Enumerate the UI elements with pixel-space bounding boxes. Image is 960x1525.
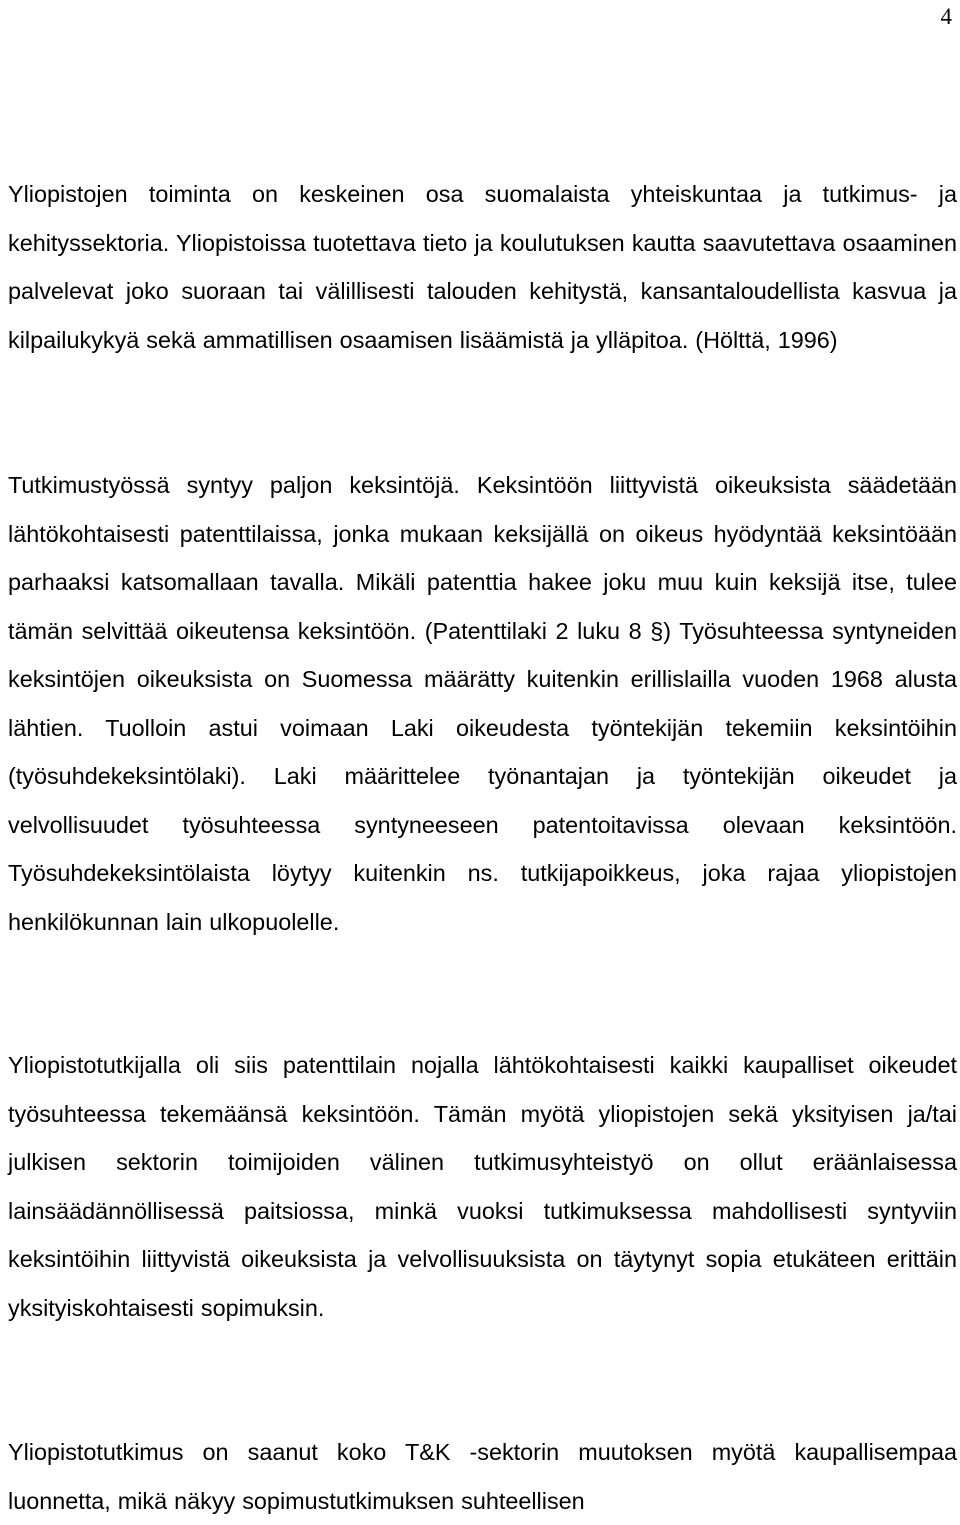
paragraph-inventions-law: Tutkimustyössä syntyy paljon keksintöjä. Keksintöön liittyvistä oikeuksista säädetään lähtökohtaisesti patenttilaissa, jonka mukaan keksijällä on oikeus hyödyntää keksintöään parhaaksi katsomallaan tavalla. Mikäli patenttia hakee joku muu kuin keksijä itse, tulee tämän selvittää oikeutensa keksintöön. (Patenttilaki 2 luku 8 §) Työsuhteessa syntyneiden keksintöjen oikeuksista on Suomessa määrätty kuitenkin erillislailla vuoden 1968 alusta lähtien. Tuolloin astui voimaan Laki oikeudesta työntekijän tekemiin keksintöihin (työsuhdekeksintölaki). Laki määrittelee työnantajan ja työntekijän oikeudet ja velvollisuudet työsuhteessa syntyneeseen patentoitavissa olevaan keksintöön. Työsuhdekeksintölaista löytyy kuitenkin ns. tutkijapoikkeus, joka rajaa yliopistojen henkilökunnan lain ulkopuolelle.: [8, 472, 957, 935]
paragraph-university-role: Yliopistojen toiminta on keskeinen osa suomalaista yhteiskuntaa ja tutkimus- ja kehityssektoria. Yliopistoissa tuotettava tieto ja koulutuksen kautta saavutettava osaaminen palvelevat joko suoraan tai välillisesti talouden kehitystä, kansantaloudellista kasvua ja kilpailukykyä sekä ammatillisen osaamisen lisäämistä ja ylläpitoa. (Hölttä, 1996): [8, 181, 957, 353]
page-number: 4: [940, 4, 952, 29]
paragraph-commercialization: Yliopistotutkimus on saanut koko T&K -sektorin muutoksen myötä kaupallisempaa luonnetta, mikä näkyy sopimustutkimuksen suhteellisen: [8, 1439, 957, 1514]
paragraph-researcher-rights: Yliopistotutkijalla oli siis patenttilain nojalla lähtökohtaisesti kaikki kaupalliset oikeudet työsuhteessa tekemäänsä keksintöön. Tämän myötä yliopistojen sekä yksityisen ja/tai julkisen sektorin toimijoiden välinen tutkimusyhteistyö on ollut eräänlaisessa lainsäädännöllisessä paitsiossa, minkä vuoksi tutkimuksessa mahdollisesti syntyviin keksintöihin liittyvistä oikeuksista ja velvollisuuksista on täytynyt sopia etukäteen erittäin yksityiskohtaisesti sopimuksin.: [8, 1052, 957, 1321]
